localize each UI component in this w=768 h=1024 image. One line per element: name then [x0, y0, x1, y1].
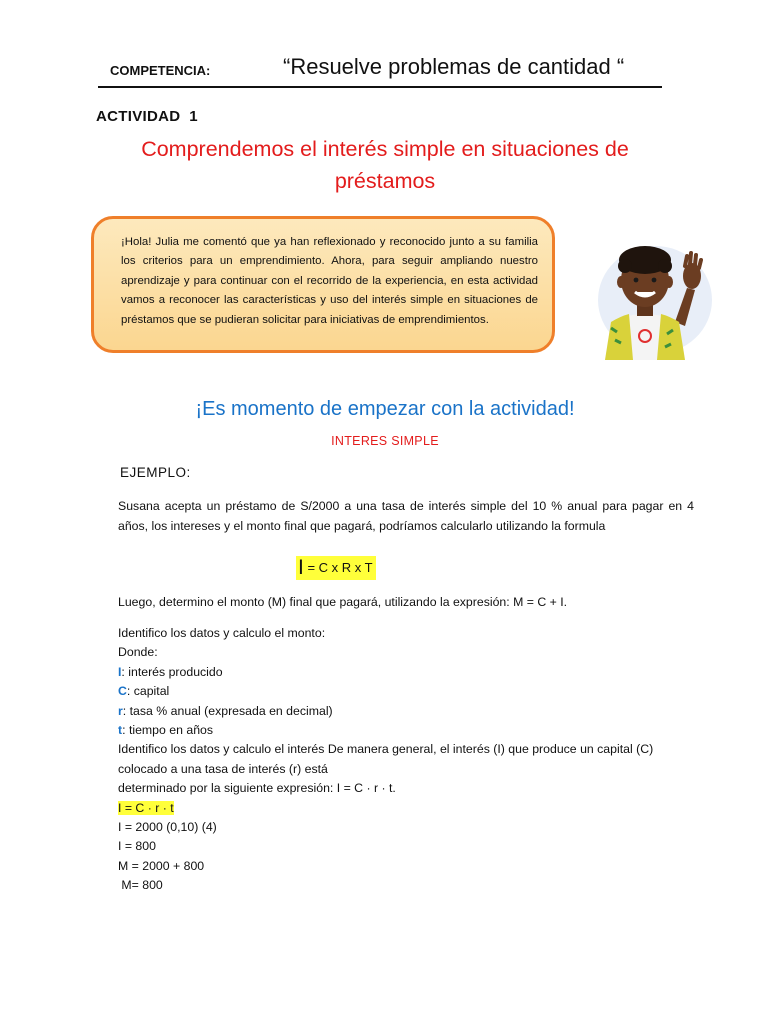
variable-item: [118, 721, 698, 740]
activity-label: ACTIVIDAD 1: [96, 108, 198, 125]
example-label: EJEMPLO:: [120, 465, 191, 480]
formula-rest: = C x R x T: [303, 560, 373, 575]
subheading: INTERES SIMPLE: [331, 434, 439, 448]
calc-line: M = 2000 + 800: [118, 858, 205, 873]
variable-item: [118, 682, 698, 701]
variable-desc: : tasa % anual (expresada en decimal): [122, 703, 333, 718]
general-text: determinado por la siguiente expresión: I = C · r · t.: [118, 781, 396, 796]
calc-line: M= 800: [118, 878, 163, 893]
formula-highlight: [296, 556, 376, 580]
variable-item: [118, 702, 698, 721]
header-divider: [98, 86, 662, 88]
variable-symbol: t: [118, 723, 123, 738]
variable-item: [118, 663, 698, 682]
monto-instruction: Luego, determino el monto (M) final que pagará, utilizando la expresión: M = C + I.: [118, 595, 568, 609]
details-line: Identifico los datos y calculo el monto:: [118, 626, 326, 640]
competencia-text: “Resuelve problemas de cantidad “: [283, 54, 625, 79]
general-text: Identifico los datos y calculo el interés De manera general, el interés (I) que produce un capital (C) colocado a una tasa de interés (r) está: [118, 742, 654, 776]
waving-boy-icon: [575, 210, 715, 360]
variable-desc: : interés producido: [121, 664, 223, 679]
competencia-label: COMPETENCIA:: [110, 63, 211, 78]
formula-line: [118, 799, 698, 818]
intro-text: ¡Hola! Julia me comentó que ya han reflexionado y reconocido junto a su familia los criterios para un emprendimiento. Ahora, para seguir ampliando nuestro aprendizaje y para continuar con el recorrido de la experiencia, en esta actividad vamos a reconocer las características y uso del interés simple en situaciones de préstamos que se pudieran solicitar para iniciativas de emprendimientos.: [121, 236, 538, 326]
activity-title: Comprendemos el interés simple en situaciones de préstamos: [141, 137, 629, 193]
calc-line: I = 800: [118, 839, 156, 854]
calc-line: I = 2000 (0,10) (4): [118, 820, 217, 835]
intro-speech-box: [91, 216, 555, 353]
start-heading: ¡Es momento de empezar con la actividad!: [195, 398, 575, 420]
variable-desc: : capital: [126, 684, 170, 699]
details-line: Donde:: [118, 645, 158, 660]
variable-symbol: I: [118, 664, 122, 679]
variable-symbol: r: [118, 703, 123, 718]
details-block: [118, 624, 698, 896]
formula-big-letter: I: [298, 556, 304, 579]
variable-symbol: C: [118, 684, 127, 699]
variable-desc: : tiempo en años: [122, 723, 214, 738]
formula-highlighted: I = C · r · t: [118, 800, 174, 815]
problem-text: Susana acepta un préstamo de S/2000 a una tasa de interés simple del 10 % anual para pagar en 4 años, los intereses y el monto final que pagará, podríamos calcularlo utilizando la formula: [118, 499, 694, 533]
